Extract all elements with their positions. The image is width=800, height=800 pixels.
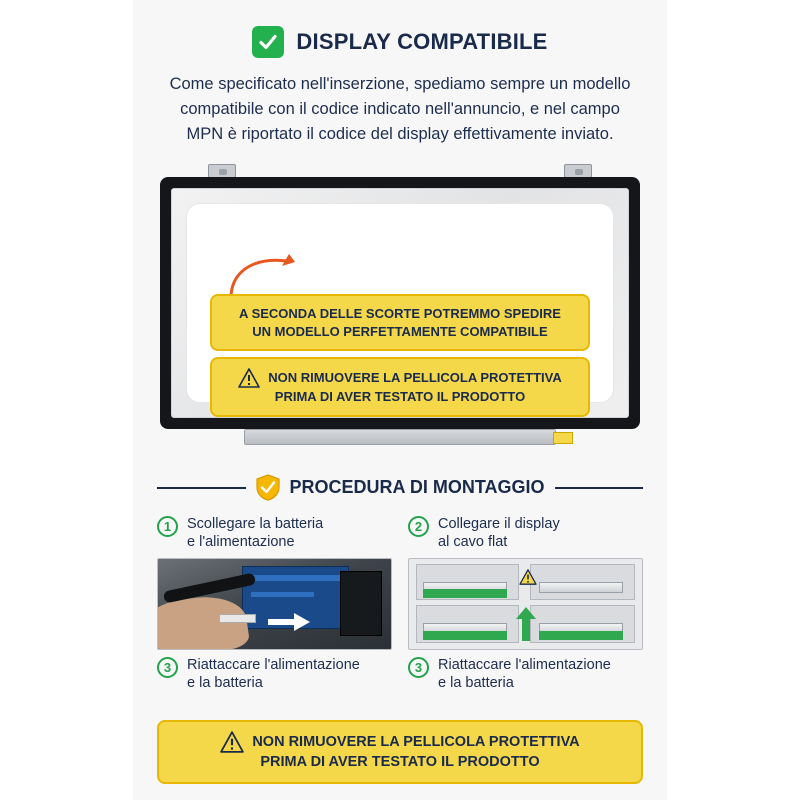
- laptop-internals-photo: [157, 558, 392, 650]
- header: [133, 0, 667, 58]
- warning-triangle-icon: [238, 368, 260, 388]
- panel-bracket-left: [208, 164, 236, 178]
- compatibility-badge-line2: UN MODELLO PERFETTAMENTE COMPATIBILE: [252, 323, 548, 339]
- flat-cable-connector-photo: [408, 558, 643, 650]
- flat-connector-b: [539, 582, 623, 593]
- step-1: [157, 515, 392, 551]
- connector-label-shape: [219, 614, 256, 623]
- step-3-right-number: 3: [408, 657, 429, 678]
- step-2-text: [438, 515, 560, 551]
- flat-cable-a: [423, 589, 507, 598]
- step-2-line2: al cavo flat: [438, 534, 508, 551]
- warning-triangle-icon-footer: [220, 731, 244, 753]
- compatibility-badge-line1: A SECONDA DELLE SCORTE POTREMMO SPEDIRE: [239, 306, 561, 322]
- step-3-right-line1: Riattaccare l'alimentazione: [438, 656, 611, 673]
- shield-icon: [256, 474, 280, 501]
- steps-grid: [157, 515, 643, 692]
- footer-warning-line1: NON RIMUOVERE LA PELLICOLA PROTETTIVA: [252, 733, 580, 750]
- curved-arrow-icon: [227, 251, 297, 297]
- film-warning-badge: [210, 357, 590, 417]
- step-2-line1: Collegare il display: [438, 516, 560, 533]
- display-panel-illustration: [160, 164, 640, 464]
- step-3-right-text: [438, 656, 611, 692]
- warning-triangle-icon-photo: [519, 569, 537, 585]
- step-1-line2: e l'alimentazione: [187, 534, 295, 551]
- step-3-left-line2: e la batteria: [187, 674, 263, 691]
- check-icon: [252, 26, 284, 58]
- panel-bezel: [160, 177, 640, 429]
- step-3-right: [408, 656, 643, 692]
- info-sheet: [133, 0, 667, 800]
- panel-bracket-right: [564, 164, 592, 178]
- divider-left: [157, 487, 246, 489]
- step-1-line1: Scollegare la batteria: [187, 516, 324, 533]
- intro-text: Come specificato nell'inserzione, spediamo sempre un modello compatibile con il codice indicato nell'annuncio, e nel campo MPN è riportato il codice del display effettivamente inviato.: [169, 75, 631, 143]
- white-arrow-icon: [268, 613, 310, 631]
- footer-warning-line2: PRIMA DI AVER TESTATO IL PRODOTTO: [260, 754, 540, 771]
- step-3-left-text: [187, 656, 360, 692]
- assembly-section-title: PROCEDURA DI MONTAGGIO: [289, 477, 545, 498]
- step-1-number: 1: [157, 516, 178, 537]
- step-1-text: [187, 515, 323, 551]
- step-3-left-number: 3: [157, 657, 178, 678]
- flat-cable-d: [539, 631, 623, 640]
- footer-warning-banner: [157, 720, 643, 784]
- panel-lower-strip: [244, 429, 556, 445]
- film-warning-line1: NON RIMUOVERE LA PELLICOLA PROTETTIVA: [268, 370, 562, 386]
- green-up-arrow-icon: [516, 607, 536, 641]
- assembly-section-header: [157, 474, 643, 501]
- panel-surface: [171, 188, 629, 418]
- flat-cable-c: [423, 631, 507, 640]
- step-3-right-line2: e la batteria: [438, 674, 514, 691]
- film-warning-line2: PRIMA DI AVER TESTATO IL PRODOTTO: [274, 389, 526, 405]
- step-2: [408, 515, 643, 551]
- step-3-left-line1: Riattaccare l'alimentazione: [187, 656, 360, 673]
- battery-shape: [340, 571, 382, 636]
- page-title: DISPLAY COMPATIBILE: [296, 29, 548, 54]
- compatibility-badge: [210, 294, 590, 351]
- step-2-number: 2: [408, 516, 429, 537]
- divider-right: [555, 487, 644, 489]
- step-3-left: [157, 656, 392, 692]
